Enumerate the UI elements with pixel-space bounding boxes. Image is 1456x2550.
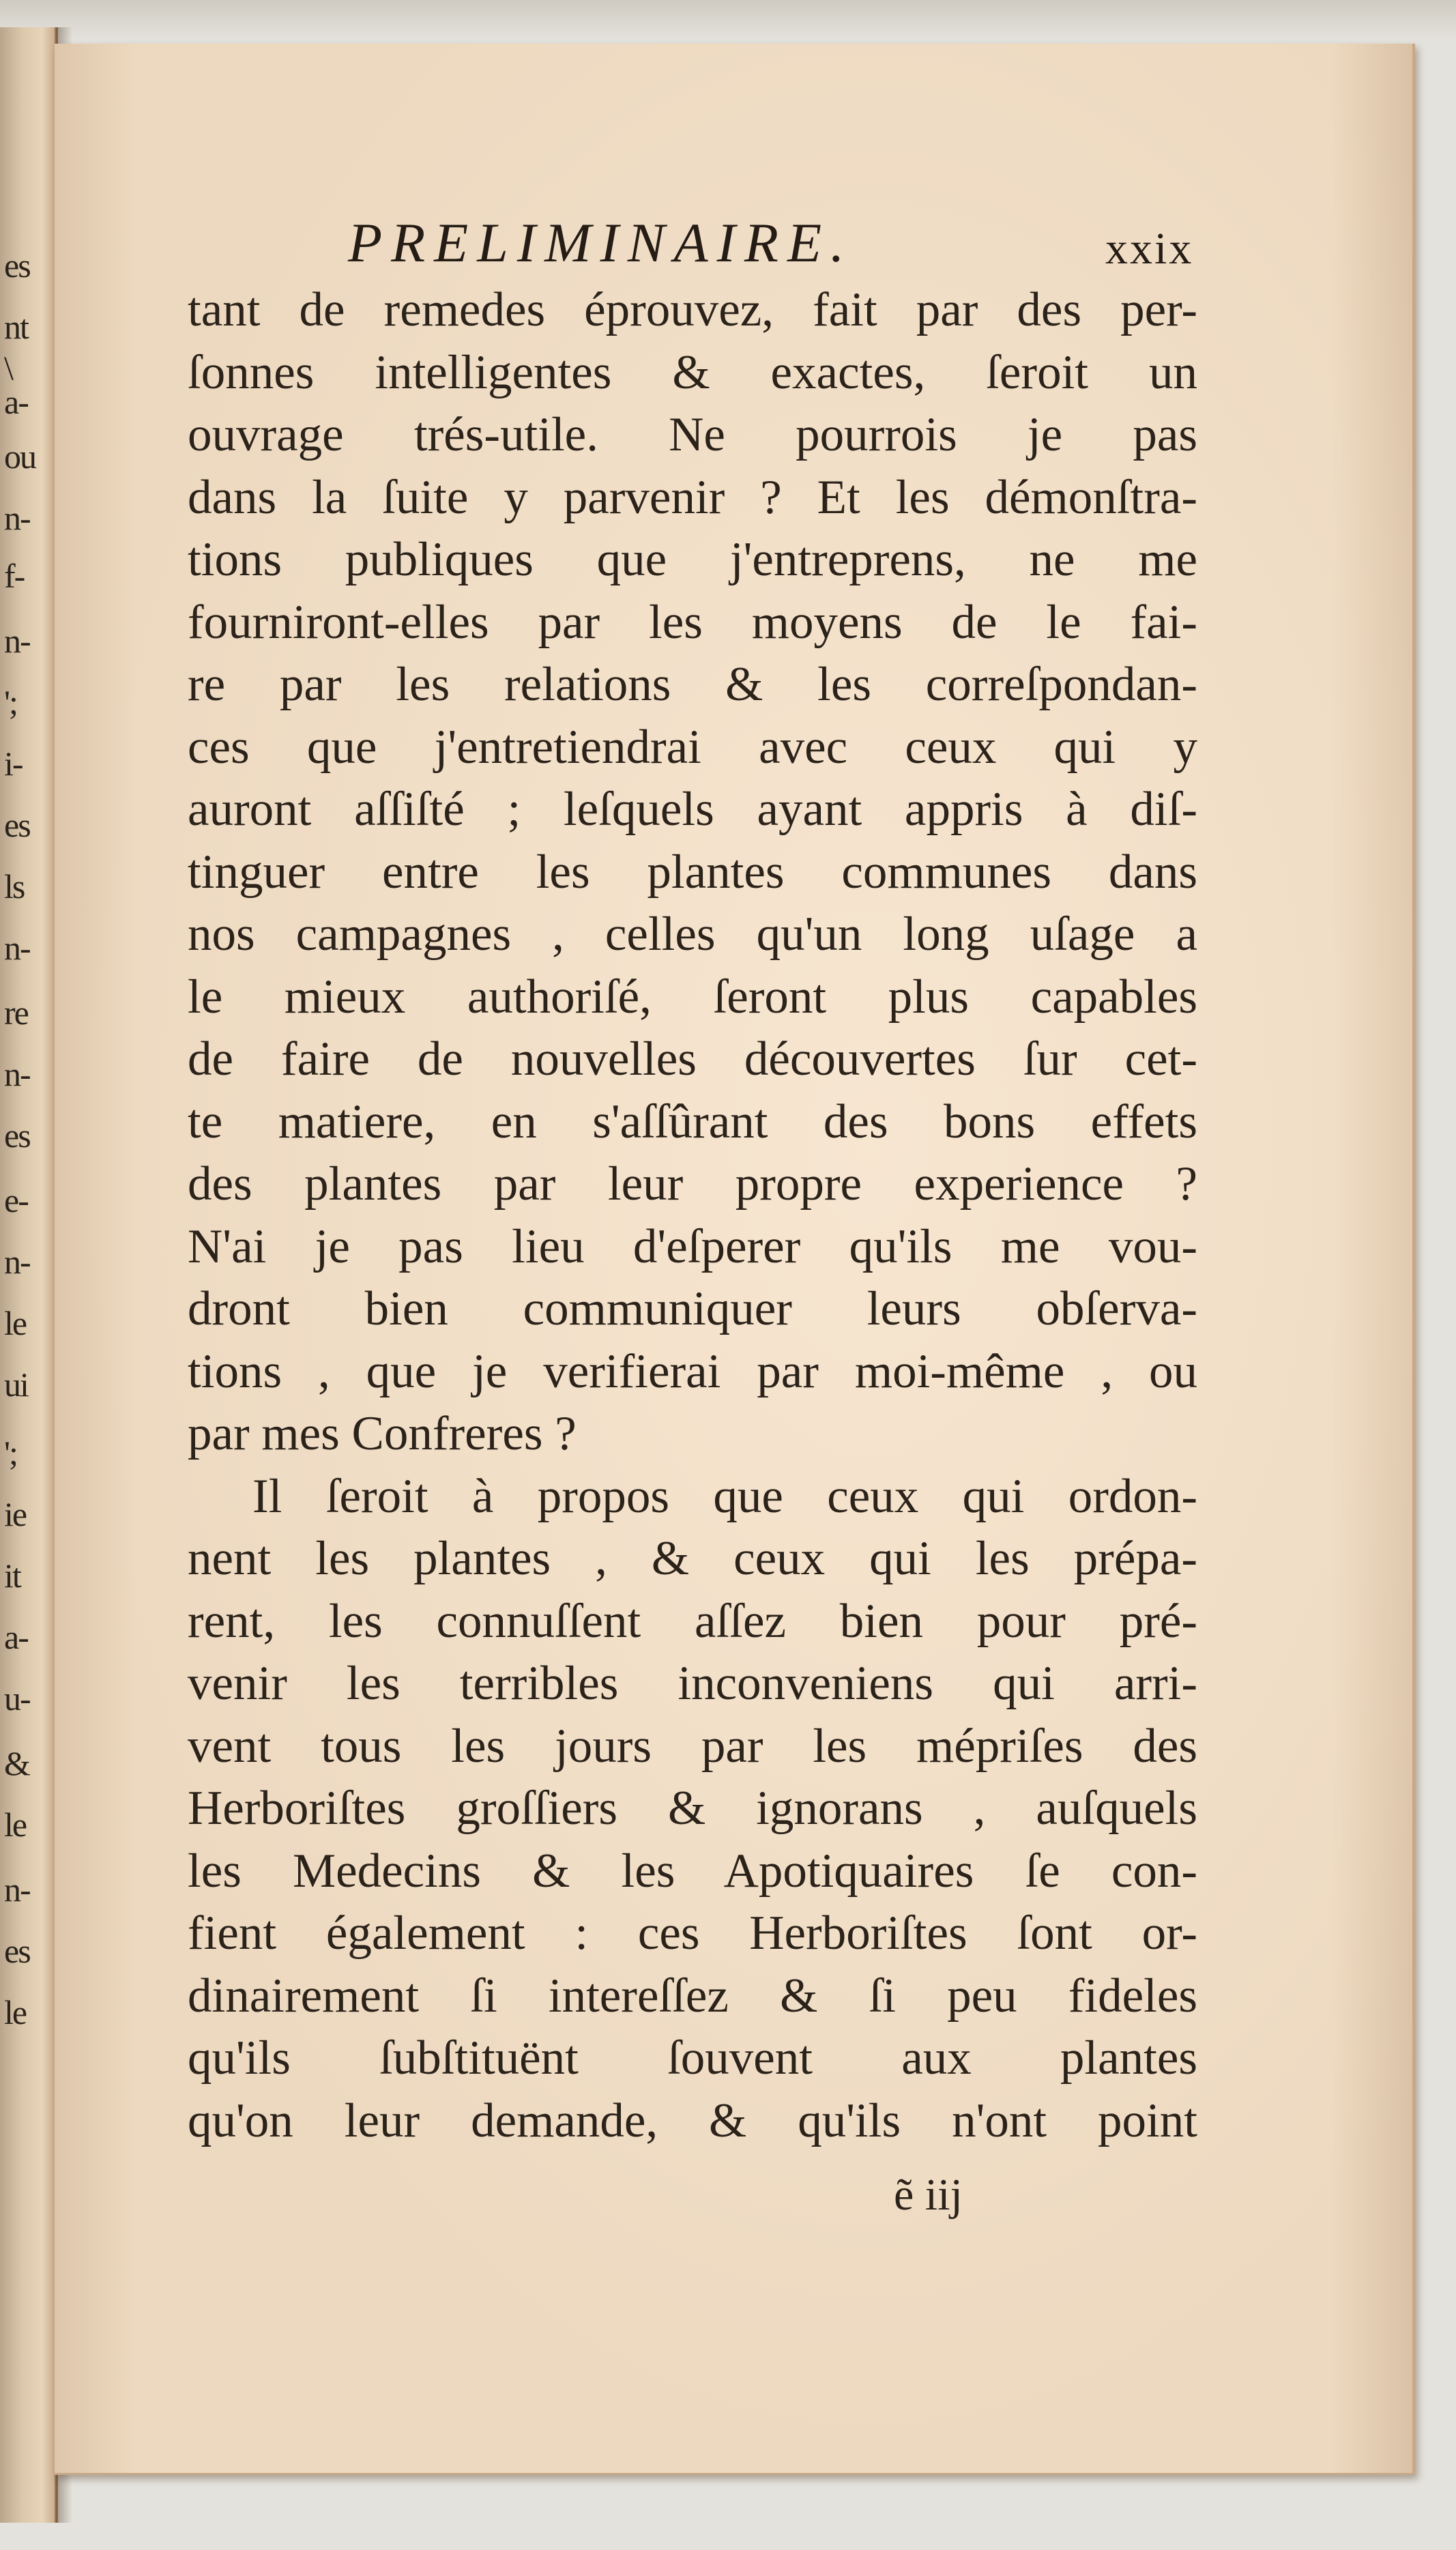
margin-fragment: a-	[4, 383, 28, 421]
margin-fragment: ui	[4, 1365, 28, 1404]
text-line: vent tous les jours par les mépriſes des	[188, 1719, 1197, 1773]
margin-fragment: n-	[4, 1243, 30, 1281]
text-line: rent, les connuſſent aſſez bien pour pré-	[188, 1594, 1197, 1648]
text-line: dinairement ſi intereſſez & ſi peu fideles	[188, 1969, 1197, 2023]
text-line: qu'on leur demande, & qu'ils n'ont point	[188, 2093, 1197, 2147]
text-line: fourniront-elles par les moyens de le fai-	[188, 595, 1197, 649]
margin-fragment: es	[4, 1116, 30, 1155]
text-line: te matiere, en s'aſſûrant des bons effets	[188, 1095, 1197, 1148]
body-text	[188, 279, 1197, 2152]
margin-fragment: ls	[4, 867, 25, 905]
text-line: Herboriſtes groſſiers & ignorans , auſquels	[188, 1782, 1197, 1835]
margin-fragment: n-	[4, 1870, 30, 1909]
text-line: qu'ils ſubſtituënt ſouvent aux plantes	[188, 2031, 1197, 2085]
margin-fragment: n-	[4, 1055, 30, 1093]
signature-mark: ẽ iij	[894, 2170, 963, 2220]
text-line: N'ai je pas lieu d'eſperer qu'ils me vou-	[188, 1219, 1197, 1273]
margin-fragment: es	[4, 806, 30, 844]
page-number: xxix	[1105, 224, 1194, 274]
text-line: tions , que je verifierai par moi-même , ou	[188, 1344, 1197, 1398]
text-line: re par les relations & les correſpondan-	[188, 658, 1197, 711]
margin-fragment: le	[4, 1806, 27, 1844]
margin-fragment: a-	[4, 1618, 28, 1656]
text-line: de faire de nouvelles découvertes ſur cet-	[188, 1032, 1197, 1086]
margin-fragment: re	[4, 994, 28, 1032]
text-line: ouvrage trés-utile. Ne pourrois je pas	[188, 408, 1197, 461]
margin-fragment: n-	[4, 499, 30, 537]
text-line: ces que j'entretiendrai avec ceux qui y	[188, 720, 1197, 774]
margin-fragment: i-	[4, 744, 23, 783]
text-line: le mieux authoriſé, ſeront plus capables	[188, 970, 1197, 1024]
text-line: dront bien communiquer leurs obſerva-	[188, 1282, 1197, 1335]
text-line: ſonnes intelligentes & exactes, ſeroit un	[188, 345, 1197, 399]
margin-fragment: ie	[4, 1495, 27, 1533]
book-page	[55, 44, 1415, 2475]
running-title: PRELIMINAIRE.	[348, 212, 854, 274]
text-line: des plantes par leur propre experience ?	[188, 1157, 1197, 1211]
margin-fragment: n-	[4, 929, 30, 967]
margin-fragment: ';	[4, 683, 17, 721]
margin-fragment: es	[4, 246, 30, 285]
margin-fragment: le	[4, 1993, 27, 2031]
text-line: tant de remedes éprouvez, fait par des per-	[188, 283, 1197, 336]
text-line: Il ſeroit à propos que ceux qui ordon-	[252, 1469, 1197, 1523]
margin-fragment: e-	[4, 1181, 28, 1219]
text-line: fient également : ces Herboriſtes ſont or-	[188, 1907, 1197, 1960]
margin-fragment: ou	[4, 437, 35, 476]
margin-fragment: f-	[4, 557, 25, 595]
text-line: tinguer entre les plantes communes dans	[188, 845, 1197, 899]
margin-fragment: it	[4, 1556, 20, 1595]
scan-background-bottom	[0, 2523, 1456, 2550]
text-line: nos campagnes , celles qu'un long uſage a	[188, 908, 1197, 961]
margin-fragment: nt	[4, 308, 28, 346]
text-line: les Medecins & les Apotiquaires ſe con-	[188, 1844, 1197, 1898]
margin-fragment: &	[4, 1744, 29, 1782]
margin-fragment: n-	[4, 622, 30, 660]
text-line: auront aſſiſté ; leſquels ayant appris à diſ-	[188, 783, 1197, 836]
margin-fragment: le	[4, 1304, 27, 1342]
margin-fragment: es	[4, 1932, 30, 1970]
text-line: venir les terribles inconveniens qui arri-	[188, 1657, 1197, 1710]
text-line: tions publiques que j'entreprens, ne me	[188, 533, 1197, 586]
text-line: par mes Confreres ?	[188, 1407, 577, 1460]
text-line: nent les plantes , & ceux qui les prépa-	[188, 1532, 1197, 1585]
margin-fragment: \	[4, 349, 12, 387]
scan-background-top	[0, 0, 1456, 41]
text-line: dans la ſuite y parvenir ? Et les démonſtra-	[188, 470, 1197, 524]
margin-fragment: u-	[4, 1679, 30, 1718]
previous-page-edge	[0, 27, 58, 2525]
margin-fragment: ';	[4, 1434, 17, 1472]
